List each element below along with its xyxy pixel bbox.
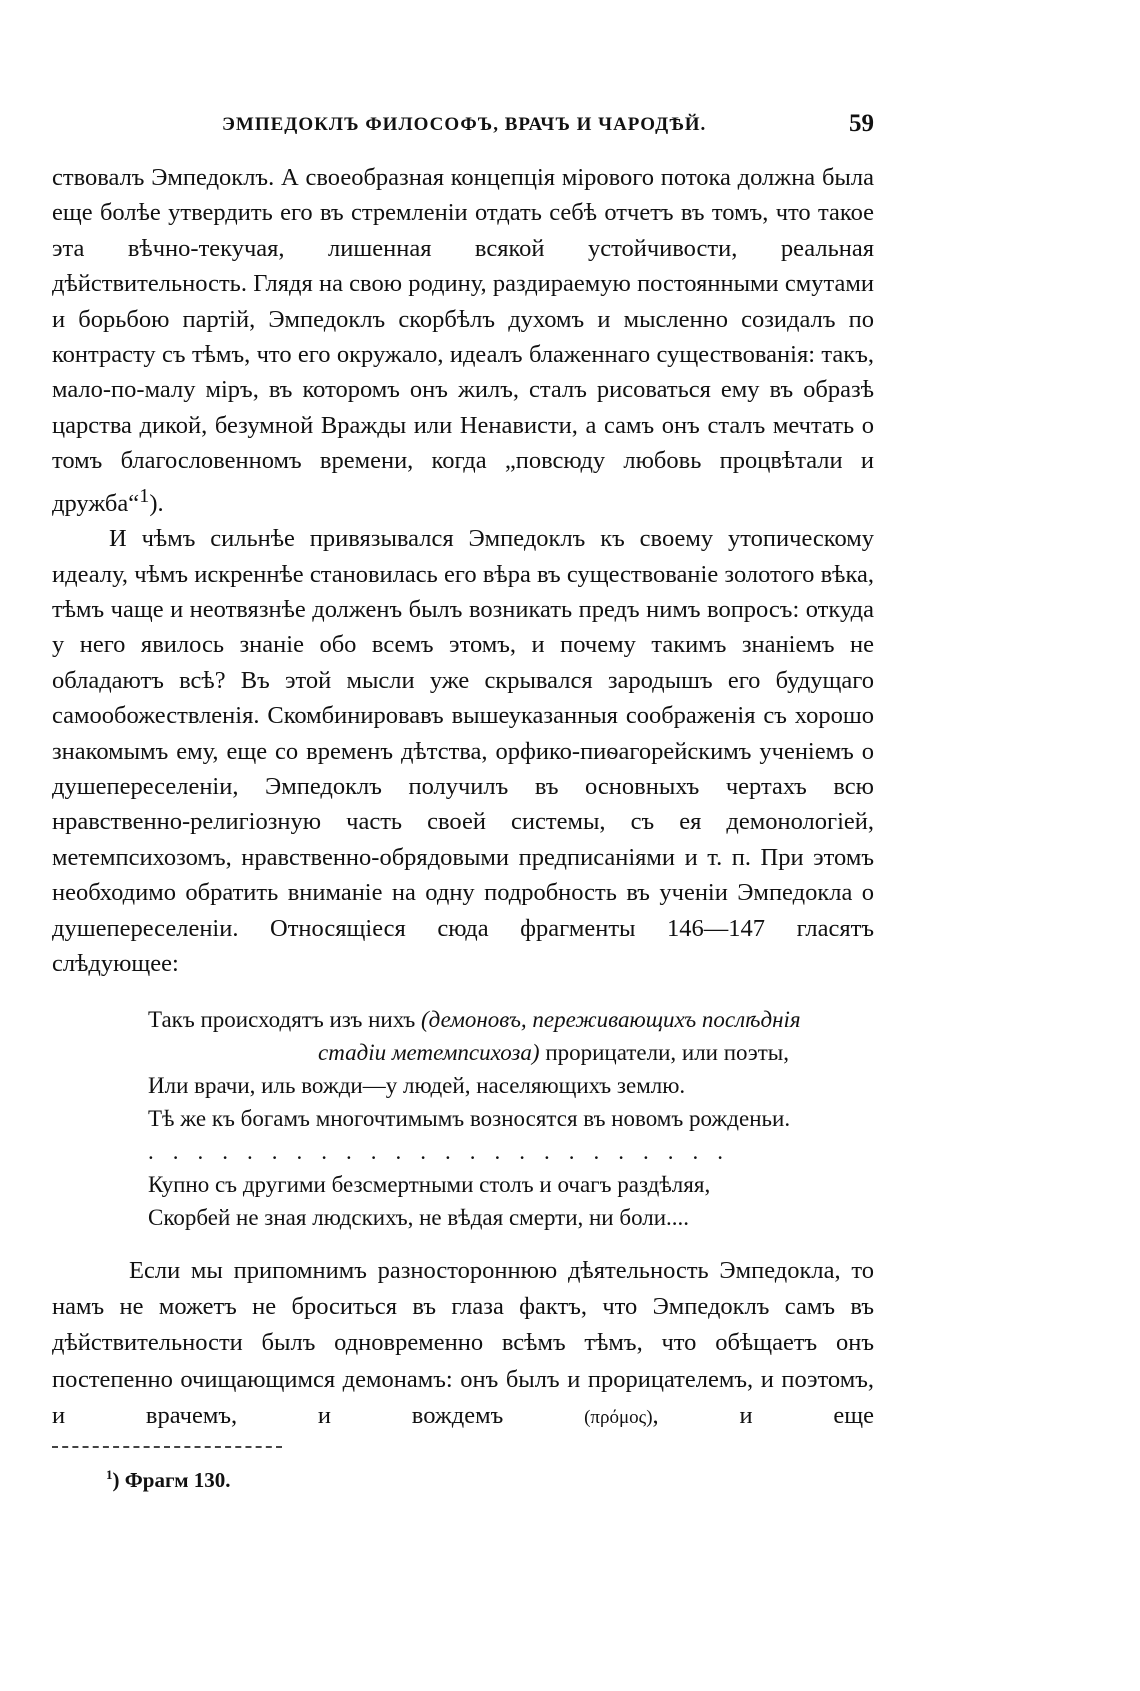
footnote-text: ) Фрагм 130. <box>112 1468 231 1492</box>
verse-text: Такъ происходятъ изъ нихъ <box>148 1007 421 1032</box>
main-text <box>52 160 874 982</box>
verse-gloss: (демоновъ, переживающихъ послѣднія <box>421 1007 801 1032</box>
verse-line <box>148 1003 872 1036</box>
paragraph-text: Если мы припомнимъ разностороннюю дѣятельность Эмпедокла, то намъ не можетъ не броситься въ глаза фактъ, что Эмпедоклъ самъ въ дѣйствительности былъ одновременно всѣмъ тѣмъ, что обѣщаетъ онъ постепенно очищающимся демонамъ: онъ былъ и прорицателемъ, и поэтомъ, и врачемъ, и вождемъ <box>52 1257 874 1429</box>
closing-text <box>52 1253 874 1436</box>
verse-line: Скорбей не зная людскихъ, не вѣдая смерти, ни боли.... <box>148 1205 690 1230</box>
paragraph-tail: ). <box>149 489 164 517</box>
verse-line: Купно съ другими безсмертными столъ и очагъ раздѣляя, <box>148 1172 711 1197</box>
paragraph: И чѣмъ сильнѣе привязывался Эмпедоклъ къ своему утопическому идеалу, чѣмъ искреннѣе становилась его вѣра въ существованіе золотого вѣка, тѣмъ чаще и неотвязнѣе долженъ былъ возникать предъ нимъ вопросъ: откуда у него явилось знаніе обо всемъ этомъ, и почему такимъ знаніемъ не обладаютъ всѣ? Въ этой мысли уже скрывался зародышъ его будущаго самообожествленія. Скомбинировавъ вышеуказанныя соображенія съ хорошо знакомымъ ему, еще со временъ дѣтства, орфико-пиѳагорейскимъ ученіемъ о душепереселеніи, Эмпедоклъ получилъ въ основныхъ чертахъ всю нравственно-религіозную часть своей системы, съ ея демонологіей, метемпсихозомъ, нравственно-обрядовыми предписаніями и т. п. При этомъ необходимо обратить вниманіе на одну подробность въ ученіи Эмпедокла о душепереселеніи. Относящіеся сюда фрагменты 146—147 гласятъ слѣдующее: <box>52 525 874 978</box>
page-number: 59 <box>849 110 874 137</box>
verse-ellipsis: ........................ <box>148 1139 742 1164</box>
footnote-marker: 1 <box>106 1467 113 1482</box>
paragraph <box>52 1253 874 1436</box>
verse-line: Тѣ же къ богамъ многочтимымъ возносятся въ новомъ рожденьи. <box>148 1106 791 1131</box>
verse-text: прорицатели, или поэты, <box>539 1040 789 1065</box>
paragraph-tail: , и еще <box>652 1401 874 1429</box>
greek-term: (πρόμος) <box>584 1406 653 1428</box>
verse-gloss: стадіи метемпсихоза) <box>318 1040 540 1065</box>
footnote-reference: 1 <box>139 484 150 507</box>
page-header <box>52 110 874 150</box>
footnote <box>106 1467 231 1493</box>
verse-line <box>148 1036 872 1069</box>
verse-line: Или врачи, иль вожди—у людей, населяющихъ землю. <box>148 1073 686 1098</box>
paragraph-text: ствовалъ Эмпедоклъ. А своеобразная концепція мірового потока должна была еще болѣе утвердить его въ стремленіи отдать себѣ отчетъ въ томъ, что такое эта вѣчно-текучая, лишенная всякой устойчивости, реальная дѣйствительность. Глядя на свою родину, раздираемую постоянными смутами и борьбою партій, Эмпедоклъ скорбѣлъ духомъ и мысленно созидалъ по контрасту съ тѣмъ, что его окружало, идеалъ блаженнаго существованія: такъ, мало-по-малу міръ, въ которомъ онъ жилъ, сталъ рисоваться ему въ образѣ царства дикой, безумной Вражды или Ненависти, а самъ онъ сталъ мечтать о томъ благословенномъ времени, когда „повсюду любовь процвѣтали и дружба“ <box>52 164 874 517</box>
paragraph-continued <box>52 160 874 521</box>
footnote-divider <box>52 1446 282 1448</box>
verse-quotation <box>148 1003 872 1234</box>
running-title: ЭМПЕДОКЛЪ ФИЛОСОФЪ, ВРАЧЪ И ЧАРОДѢЙ. <box>222 114 707 135</box>
